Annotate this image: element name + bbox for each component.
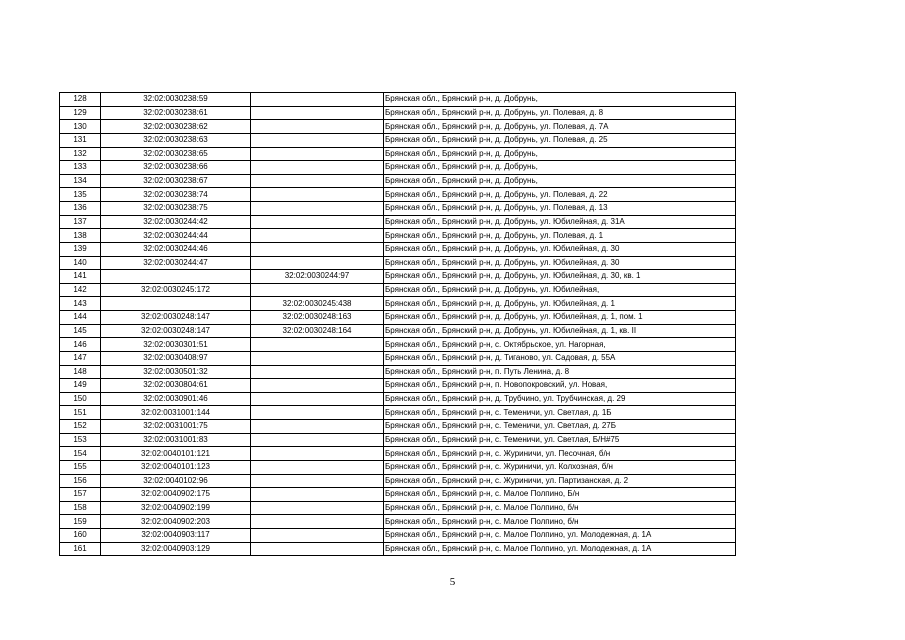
cadastral-number-cell: 32:02:0040102:96 (101, 474, 251, 488)
row-number-cell: 156 (60, 474, 101, 488)
table-row (60, 161, 736, 175)
table-row (60, 488, 736, 502)
address-cell: Брянская обл., Брянский р-н, д. Трубчино, ул. Трубчинская, д. 29 (384, 392, 736, 406)
table-body (60, 93, 736, 556)
address-cell: Брянская обл., Брянский р-н, д. Добрунь, (384, 161, 736, 175)
cadastral-number-cell: 32:02:0030804:61 (101, 379, 251, 393)
row-number-cell: 158 (60, 501, 101, 515)
address-cell: Брянская обл., Брянский р-н, д. Добрунь, ул. Юбилейная, д. 30, кв. 1 (384, 270, 736, 284)
table-row (60, 460, 736, 474)
table-row (60, 297, 736, 311)
table-row (60, 351, 736, 365)
row-number-cell: 160 (60, 529, 101, 543)
address-cell: Брянская обл., Брянский р-н, д. Добрунь, ул. Полевая, д. 22 (384, 188, 736, 202)
cadastral-number-sub-cell (251, 120, 384, 134)
cadastral-number-sub-cell (251, 283, 384, 297)
cadastral-number-cell: 32:02:0030248:147 (101, 311, 251, 325)
address-cell: Брянская обл., Брянский р-н, д. Добрунь, ул. Юбилейная, д. 30 (384, 256, 736, 270)
cadastral-number-sub-cell (251, 133, 384, 147)
cadastral-number-cell: 32:02:0040902:175 (101, 488, 251, 502)
cadastral-number-sub-cell (251, 202, 384, 216)
cadastral-number-sub-cell (251, 474, 384, 488)
cadastral-number-cell: 32:02:0030244:42 (101, 215, 251, 229)
cadastral-number-cell: 32:02:0030238:61 (101, 106, 251, 120)
address-cell: Брянская обл., Брянский р-н, д. Добрунь, ул. Юбилейная, (384, 283, 736, 297)
table-row (60, 256, 736, 270)
cadastral-number-cell: 32:02:0030238:63 (101, 133, 251, 147)
address-cell: Брянская обл., Брянский р-н, д. Добрунь, ул. Полевая, д. 8 (384, 106, 736, 120)
cadastral-number-cell: 32:02:0030238:66 (101, 161, 251, 175)
row-number-cell: 141 (60, 270, 101, 284)
cadastral-number-cell: 32:02:0031001:75 (101, 420, 251, 434)
table-row (60, 324, 736, 338)
cadastral-number-sub-cell (251, 515, 384, 529)
cadastral-number-cell: 32:02:0030244:46 (101, 242, 251, 256)
row-number-cell: 140 (60, 256, 101, 270)
row-number-cell: 153 (60, 433, 101, 447)
row-number-cell: 142 (60, 283, 101, 297)
table-row (60, 202, 736, 216)
cadastral-number-sub-cell (251, 542, 384, 556)
table-row (60, 270, 736, 284)
cadastral-number-sub-cell (251, 447, 384, 461)
address-cell: Брянская обл., Брянский р-н, п. Путь Ленина, д. 8 (384, 365, 736, 379)
row-number-cell: 145 (60, 324, 101, 338)
table-row (60, 93, 736, 107)
table-row (60, 133, 736, 147)
address-cell: Брянская обл., Брянский р-н, д. Добрунь, ул. Юбилейная, д. 30 (384, 242, 736, 256)
cadastral-number-sub-cell (251, 174, 384, 188)
cadastral-number-sub-cell (251, 161, 384, 175)
cadastral-number-sub-cell (251, 379, 384, 393)
cadastral-number-sub-cell: 32:02:0030245:438 (251, 297, 384, 311)
cadastral-number-sub-cell (251, 256, 384, 270)
row-number-cell: 137 (60, 215, 101, 229)
row-number-cell: 159 (60, 515, 101, 529)
table-row (60, 283, 736, 297)
address-cell: Брянская обл., Брянский р-н, с. Журиничи, ул. Колхозная, б/н (384, 460, 736, 474)
row-number-cell: 139 (60, 242, 101, 256)
cadastral-number-cell: 32:02:0030248:147 (101, 324, 251, 338)
table-row (60, 215, 736, 229)
row-number-cell: 150 (60, 392, 101, 406)
cadastral-number-sub-cell: 32:02:0030248:163 (251, 311, 384, 325)
table-row (60, 529, 736, 543)
cadastral-number-cell (101, 270, 251, 284)
table-row (60, 501, 736, 515)
cadastral-number-sub-cell (251, 93, 384, 107)
cadastral-number-cell: 32:02:0030238:62 (101, 120, 251, 134)
cadastral-number-cell: 32:02:0030301:51 (101, 338, 251, 352)
row-number-cell: 149 (60, 379, 101, 393)
table-row (60, 406, 736, 420)
address-cell: Брянская обл., Брянский р-н, с. Октябрьское, ул. Нагорная, (384, 338, 736, 352)
table-row (60, 120, 736, 134)
address-cell: Брянская обл., Брянский р-н, д. Добрунь, (384, 93, 736, 107)
row-number-cell: 161 (60, 542, 101, 556)
address-cell: Брянская обл., Брянский р-н, д. Добрунь, ул. Полевая, д. 13 (384, 202, 736, 216)
cadastral-number-cell: 32:02:0040903:129 (101, 542, 251, 556)
table-row (60, 106, 736, 120)
address-cell: Брянская обл., Брянский р-н, д. Добрунь, ул. Полевая, д. 1 (384, 229, 736, 243)
table-row (60, 542, 736, 556)
address-cell: Брянская обл., Брянский р-н, д. Добрунь, (384, 174, 736, 188)
cadastral-number-sub-cell (251, 242, 384, 256)
row-number-cell: 129 (60, 106, 101, 120)
cadastral-number-cell: 32:02:0030244:44 (101, 229, 251, 243)
row-number-cell: 157 (60, 488, 101, 502)
cadastral-number-cell: 32:02:0030245:172 (101, 283, 251, 297)
cadastral-number-cell: 32:02:0030238:67 (101, 174, 251, 188)
cadastral-number-sub-cell (251, 106, 384, 120)
row-number-cell: 155 (60, 460, 101, 474)
table-row (60, 174, 736, 188)
table-row (60, 229, 736, 243)
cadastral-number-cell (101, 297, 251, 311)
cadastral-number-sub-cell (251, 433, 384, 447)
table-row (60, 311, 736, 325)
cadastral-number-cell: 32:02:0030244:47 (101, 256, 251, 270)
cadastral-number-sub-cell (251, 229, 384, 243)
cadastral-number-sub-cell (251, 365, 384, 379)
cadastral-number-cell: 32:02:0040903:117 (101, 529, 251, 543)
table-row (60, 433, 736, 447)
row-number-cell: 136 (60, 202, 101, 216)
table-row (60, 420, 736, 434)
address-cell: Брянская обл., Брянский р-н, д. Добрунь, ул. Юбилейная, д. 31А (384, 215, 736, 229)
address-cell: Брянская обл., Брянский р-н, п. Новопокровский, ул. Новая, (384, 379, 736, 393)
table-row (60, 515, 736, 529)
address-cell: Брянская обл., Брянский р-н, д. Добрунь, ул. Юбилейная, д. 1, пом. 1 (384, 311, 736, 325)
cadastral-number-sub-cell: 32:02:0030248:164 (251, 324, 384, 338)
cadastral-number-cell: 32:02:0030501:32 (101, 365, 251, 379)
row-number-cell: 143 (60, 297, 101, 311)
row-number-cell: 152 (60, 420, 101, 434)
row-number-cell: 132 (60, 147, 101, 161)
cadastral-number-sub-cell (251, 460, 384, 474)
address-cell: Брянская обл., Брянский р-н, д. Добрунь, ул. Полевая, д. 25 (384, 133, 736, 147)
cadastral-number-sub-cell: 32:02:0030244:97 (251, 270, 384, 284)
row-number-cell: 148 (60, 365, 101, 379)
cadastral-number-sub-cell (251, 215, 384, 229)
address-cell: Брянская обл., Брянский р-н, с. Малое Полпино, ул. Молодежная, д. 1А (384, 542, 736, 556)
row-number-cell: 131 (60, 133, 101, 147)
cadastral-number-sub-cell (251, 351, 384, 365)
table-row (60, 242, 736, 256)
address-cell: Брянская обл., Брянский р-н, с. Журиничи, ул. Песочная, б/н (384, 447, 736, 461)
cadastral-number-cell: 32:02:0030238:75 (101, 202, 251, 216)
cadastral-number-cell: 32:02:0030238:59 (101, 93, 251, 107)
table-row (60, 474, 736, 488)
cadastral-number-sub-cell (251, 529, 384, 543)
cadastral-number-cell: 32:02:0030408:97 (101, 351, 251, 365)
table-row (60, 147, 736, 161)
cadastral-number-cell: 32:02:0031001:144 (101, 406, 251, 420)
row-number-cell: 147 (60, 351, 101, 365)
cadastral-number-cell: 32:02:0040902:199 (101, 501, 251, 515)
cadastral-number-cell: 32:02:0030238:74 (101, 188, 251, 202)
table-row (60, 379, 736, 393)
cadastral-number-sub-cell (251, 488, 384, 502)
cadastral-number-sub-cell (251, 420, 384, 434)
cadastral-number-cell: 32:02:0031001:83 (101, 433, 251, 447)
row-number-cell: 144 (60, 311, 101, 325)
cadastral-number-sub-cell (251, 501, 384, 515)
address-cell: Брянская обл., Брянский р-н, с. Теменичи, ул. Светлая, д. 1Б (384, 406, 736, 420)
address-cell: Брянская обл., Брянский р-н, с. Малое Полпино, Б/н (384, 488, 736, 502)
cadastral-number-sub-cell (251, 406, 384, 420)
row-number-cell: 146 (60, 338, 101, 352)
cadastral-number-cell: 32:02:0040101:123 (101, 460, 251, 474)
address-cell: Брянская обл., Брянский р-н, с. Теменичи, ул. Светлая, д. 27Б (384, 420, 736, 434)
address-cell: Брянская обл., Брянский р-н, д. Тиганово, ул. Садовая, д. 55А (384, 351, 736, 365)
address-cell: Брянская обл., Брянский р-н, д. Добрунь, ул. Полевая, д. 7А (384, 120, 736, 134)
cadastral-number-cell: 32:02:0030238:65 (101, 147, 251, 161)
table-row (60, 188, 736, 202)
cadastral-number-cell: 32:02:0040101:121 (101, 447, 251, 461)
row-number-cell: 128 (60, 93, 101, 107)
cadastral-number-sub-cell (251, 147, 384, 161)
row-number-cell: 135 (60, 188, 101, 202)
cadastral-number-cell: 32:02:0040902:203 (101, 515, 251, 529)
address-cell: Брянская обл., Брянский р-н, с. Малое Полпино, б/н (384, 515, 736, 529)
address-cell: Брянская обл., Брянский р-н, д. Добрунь, (384, 147, 736, 161)
table-row (60, 338, 736, 352)
row-number-cell: 130 (60, 120, 101, 134)
address-cell: Брянская обл., Брянский р-н, с. Журиничи, ул. Партизанская, д. 2 (384, 474, 736, 488)
cadastral-number-sub-cell (251, 338, 384, 352)
table-row (60, 392, 736, 406)
address-cell: Брянская обл., Брянский р-н, д. Добрунь, ул. Юбилейная, д. 1 (384, 297, 736, 311)
cadastral-number-cell: 32:02:0030901:46 (101, 392, 251, 406)
row-number-cell: 154 (60, 447, 101, 461)
page-number: 5 (449, 576, 456, 588)
property-register-table (59, 92, 736, 556)
row-number-cell: 133 (60, 161, 101, 175)
row-number-cell: 134 (60, 174, 101, 188)
table-row (60, 365, 736, 379)
address-cell: Брянская обл., Брянский р-н, с. Теменичи, ул. Светлая, Б/Н#75 (384, 433, 736, 447)
table-row (60, 447, 736, 461)
row-number-cell: 151 (60, 406, 101, 420)
address-cell: Брянская обл., Брянский р-н, д. Добрунь, ул. Юбилейная, д. 1, кв. II (384, 324, 736, 338)
address-cell: Брянская обл., Брянский р-н, с. Малое Полпино, б/н (384, 501, 736, 515)
row-number-cell: 138 (60, 229, 101, 243)
address-cell: Брянская обл., Брянский р-н, с. Малое Полпино, ул. Молодежная, д. 1А (384, 529, 736, 543)
cadastral-number-sub-cell (251, 392, 384, 406)
cadastral-number-sub-cell (251, 188, 384, 202)
